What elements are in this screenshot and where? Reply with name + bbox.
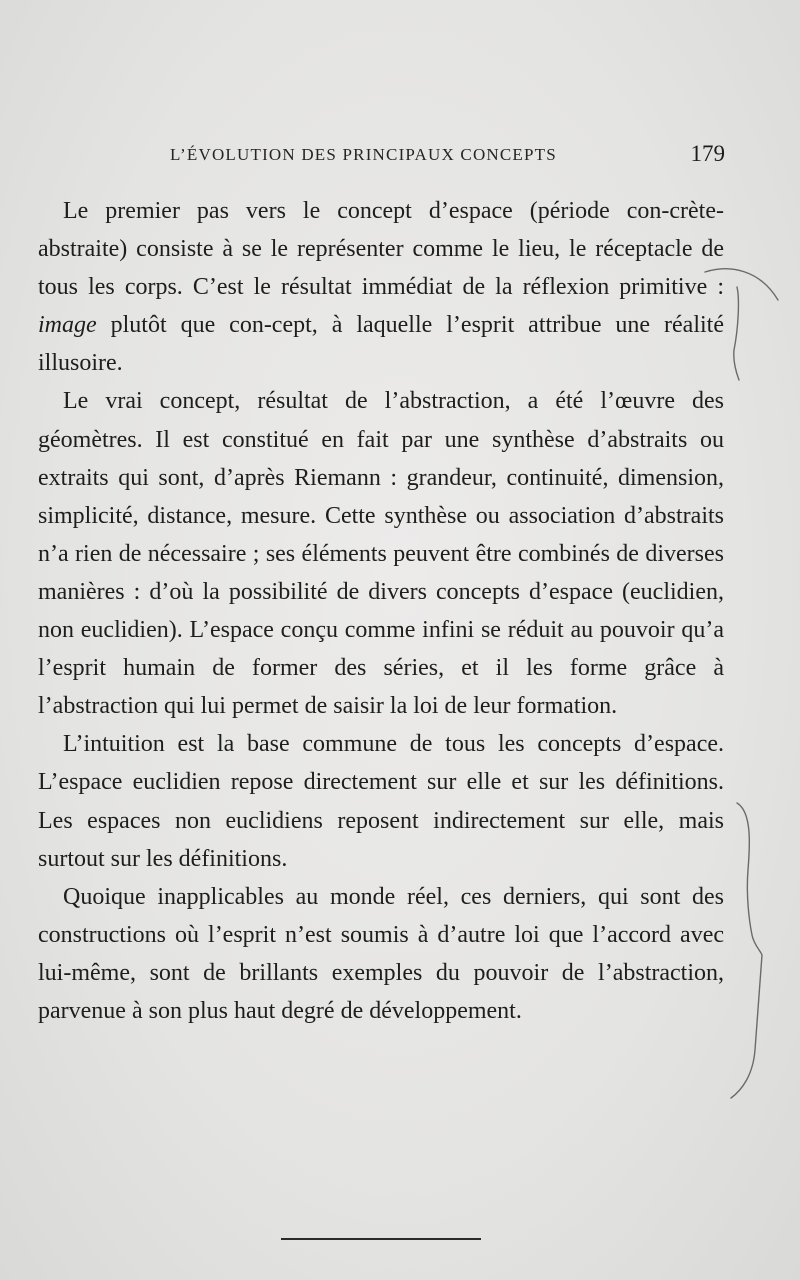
- paragraph-1: [38, 192, 724, 382]
- paragraph-1-text: Le premier pas vers le concept d’espace (période con-crète-abstraite) consiste à se le représenter comme le lieu, le réceptacle de tous les corps. C’est le résultat immédiat de la réflexion primitive :: [38, 198, 724, 301]
- paragraph-4: Quoique inapplicables au monde réel, ces derniers, qui sont des constructions où l’esprit n’est soumis à d’autre loi que l’accord avec lui-même, sont de brillants exemples du pouvoir de l’abstraction, parvenue à son plus haut degré de développement.: [38, 883, 724, 1024]
- page-header: [170, 141, 725, 169]
- closing-rule: [281, 1238, 481, 1240]
- body-text: [38, 192, 724, 1030]
- paragraph-1-text-end: plutôt que con-cept, à laquelle l’esprit attribue une réalité illusoire.: [38, 312, 724, 377]
- paragraph-2: Le vrai concept, résultat de l’abstraction, a été l’œuvre des géomètres. Il est constitué en fait par une synthèse d’abstraits ou extraits qui sont, d’après Riemann : grandeur, continuité, dimension, simplicité, distance, mesure. Cette synthèse ou association d’abstraits n’a rien de nécessaire ; ses éléments peuvent être combinés de diverses manières : d’où la possibilité de divers concepts d’espace (euclidien, non euclidien). L’espace conçu comme infini se réduit au pouvoir qu’a l’esprit humain de former des séries, et il les forme grâce à l’abstraction qui lui permet de saisir la loi de leur formation.: [38, 388, 724, 720]
- page-number: 179: [690, 141, 725, 166]
- pencil-bracket-middle: [731, 803, 762, 1098]
- emphasis-image: image: [38, 312, 97, 339]
- running-title: L’ÉVOLUTION DES PRINCIPAUX CONCEPTS: [170, 145, 557, 164]
- paragraph-3: L’intuition est la base commune de tous les concepts d’espace. L’espace euclidien repose directement sur elle et sur les définitions. Les espaces non euclidiens reposent indirectement sur elle, mais surtout sur les définitions.: [38, 731, 724, 872]
